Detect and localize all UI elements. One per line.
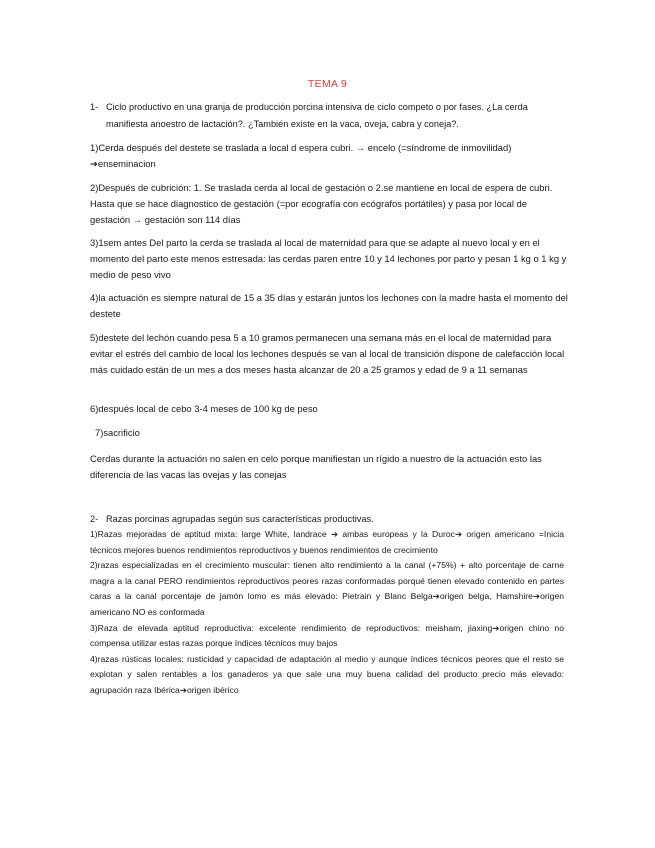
question-2 [90,511,570,528]
question-1-text: Ciclo productivo en una granja de producción porcina intensiva de ciclo competo o por fases. ¿La cerda manifiesta anoestro de lactación?. ¿También existe en la vaca, oveja, cabra y coneja?. [106,102,528,129]
answer-4-paragraph: 4)la actuación es siempre natural de 15 a 35 días y estarán juntos los lechones con la madre hasta el momento del destete [90,292,568,319]
breeds-list [90,527,564,699]
breed-item-4: 4)razas rústicas locales: rusticidad y capacidad de adaptación al medio y aunque índices técnicos peores que el resto se explotan y salen rentables a los ganaderos ya que sale una muy buena calidad del producto precio más elevado: agrupación raza Ibérica➔origen ibérico [90,653,564,695]
answer-6-paragraph: 6)después local de cebo 3-4 meses de 100 kg de peso [90,403,318,414]
question-2-number: 2- [90,514,99,524]
answer-1-paragraph: 1)Cerda después del destete se traslada a local d espera cubri. → encelo (=síndrome de inmovilidad) ➔enseminacion [90,142,512,169]
answer-7-paragraph: 7)sacrificio [95,427,140,438]
answer-5-paragraph: 5)destete del lechón cuando pesa 5 a 10 gramos permanecen una semana más en el local de maternidad para evitar el estrés del cambio de local los lechones después se van al local de transición dispone de calefacción local más cuidado están de un mes a dos meses hasta alcanzar de 20 a 25 gramos y edad de 9 a 11 semanas [90,332,565,375]
breed-item-1: 1)Razas mejoradas de aptitud mixta: large White, landrace ➔ ambas europeas y la Duroc➔ origen americano =Inicia técnicos mejores buenos rendimientos reproductivos y buenos rendimientos de crecimiento [90,529,564,555]
page-title: TEMA 9 [307,78,348,90]
answer-2-paragraph: 2)Después de cubrición: 1. Se traslada cerda al local de gestación o 2.se mantiene en local de espera de cubri. Hasta que se hace diagnostico de gestación (=por ecografía con ecógrafos portátiles) y pasa por local de gestación → gestación son 114 días [90,182,553,225]
question-2-text: Razas porcinas agrupadas según sus características productivas. [106,514,374,524]
note-paragraph: Cerdas durante la actuación no salen en celo porque manifiestan un rígido a nuestro de la actuación esto las diferencia de las vacas las ovejas y las conejas [90,453,542,480]
breed-item-3: 3)Raza de elevada aptitud reproductiva: excelente rendimiento de reproductivos: meisham, jiaxing➔origen chino no compensa utilizar estas razas porque índices técnicos muy bajos [90,622,564,649]
question-1-number: 1- [90,102,99,112]
answer-3-paragraph: 3)1sem antes Del parto la cerda se traslada al local de maternidad para que se adapte al nuevo local y en el momento del parto este menos estresada: las cerdas paren entre 10 y 14 lechones por parto y pesan 1 kg o 1 kg y medio de peso vivo [90,237,567,280]
question-1 [90,99,570,133]
breed-item-2: 2)razas especializadas en el crecimiento muscular: tienen alto rendimiento a la canal (+75%) + alto porcentaje de carne magra a la canal PERO rendimientos reproductivos peores razas conformadas porqué tienen elevado contenido en partes caras a la canal porcentaje de jamón lomo es más elevado: Pietrain y Blanc Belga➔origen belga, Hamshire➔origen americano NO es conformada [90,560,564,617]
